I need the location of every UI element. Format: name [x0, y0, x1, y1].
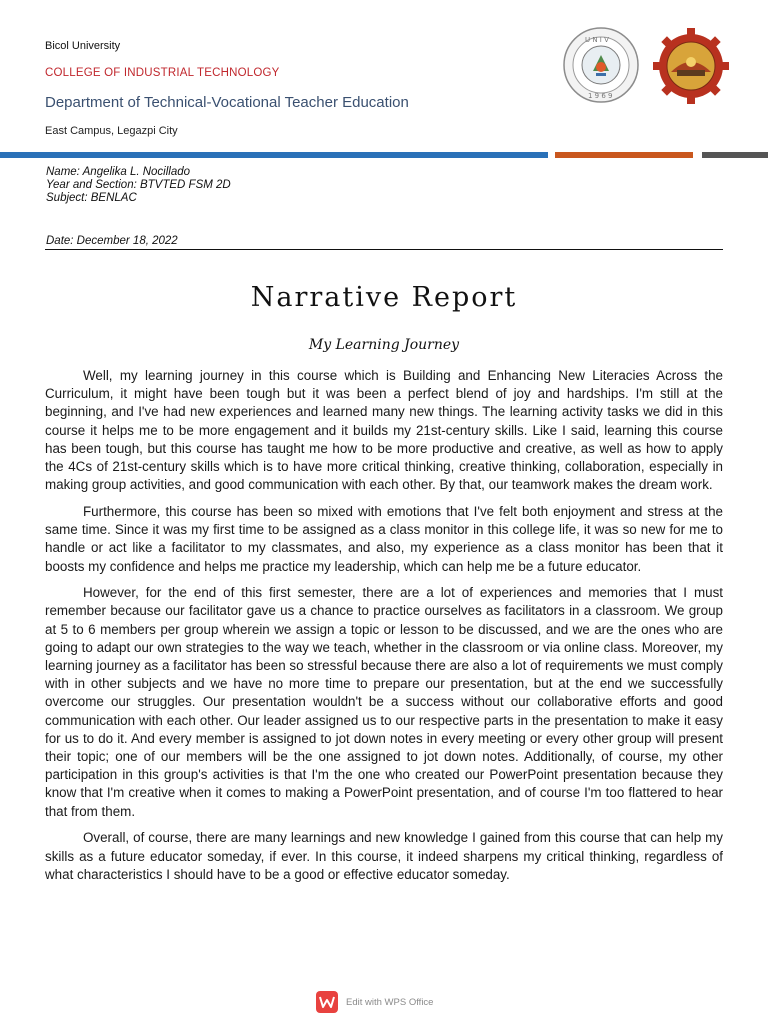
department-name: Department of Technical-Vocational Teacher Education: [45, 94, 409, 111]
paragraph: Furthermore, this course has been so mixed with emotions that I've felt both enjoyment and stress at the same time. Since it was my first time to be assigned as a class monitor in this college life, it was so new for me to handle or act like a facilitator to my classmates, and also, my experience as a class monitor has been that it boosts my confidence and helps me practice my leadership, which can help me be a future educator.: [45, 503, 723, 574]
paragraph: Overall, of course, there are many learnings and new knowledge I gained from this course that can help my skills as a future educator someday, if ever. In this course, it indeed sharpens my critical thinking, regardless of what characteristics I should have to be a good or effective educator someday.: [45, 830, 723, 882]
paragraph: Well, my learning journey in this course which is Building and Enhancing New Literacies Across the Curriculum, it might have been tough but it was been a perfect blend of joy and hardships. I'm still at the beginning, and I've had new experiences and learned many new things. The learning activity tasks we did in this course it helps me to be more engagement and it builds my 21st-century skills. Like I said, learning this course has been tough, but this course has taught me how to be more productive and creative, as well as how to apply the 4Cs of 21st-century skills which is to have more critical thinking, creative thinking, collaboration, especially in making group activities, and good communication with each other. By that, our teamwork makes the dream work.: [45, 368, 723, 493]
header-bar-orange: [555, 152, 693, 158]
wps-office-icon: [316, 991, 338, 1013]
subject: Subject: BENLAC: [46, 192, 137, 204]
svg-text:1 9 6 9: 1 9 6 9: [588, 92, 613, 100]
svg-text:U N I V: U N I V: [585, 36, 609, 44]
header-bar-blue: [0, 152, 548, 158]
report-title: Narrative Report: [250, 282, 518, 313]
year-section: Year and Section: BTVTED FSM 2D: [46, 179, 231, 191]
report-body: [45, 367, 723, 892]
cit-gear-logo-icon: [651, 26, 731, 106]
divider-line: [45, 249, 723, 250]
student-name: Name: Angelika L. Nocillado: [46, 166, 191, 178]
report-subtitle: My Learning Journey: [308, 337, 460, 353]
bicol-university-seal-icon: [563, 27, 639, 103]
header-bar-gray: [702, 152, 768, 158]
student-info: [46, 166, 231, 205]
paragraph: However, for the end of this first semester, there are a lot of experiences and memories that I must remember because our facilitator gave us a chance to practice ourselves as facilitators in a classroom. We group at 5 to 6 members per group wherein we assign a topic or lesson to be discussed, and we are the ones who are going to adapt our own strategies to the way we teach, whether in the classroom or via online class. Moreover, my learning journey as a facilitator has been so stressful because there are also a lot of requirements we must comply with in other subjects and we have no more time to prepare our presentation, but at the end we successfully overcome our struggles. Our presentation wouldn't be a success without our collaborative efforts and good communication with each other. Our leader assigned us to our respective parts in the presentation to make it easy for us to do it. And every member is assigned to jot down notes in every meeting or every other group will present their topic; one of our members will be the one assigned to jot down notes. Additionally, of course, my other participation in this group's activities is that I'm the one who created our PowerPoint presentation because they know that I'm creative when it comes to making a PowerPoint presentation, and of course I'm too flattered to hear that from them.: [45, 585, 723, 819]
campus-location: East Campus, Legazpi City: [45, 125, 178, 137]
report-date: Date: December 18, 2022: [46, 235, 178, 247]
college-name: COLLEGE OF INDUSTRIAL TECHNOLOGY: [45, 67, 280, 79]
wps-edit-label: Edit with WPS Office: [346, 996, 434, 1008]
wps-footer[interactable]: [316, 991, 433, 1013]
university-name: Bicol University: [45, 40, 121, 52]
